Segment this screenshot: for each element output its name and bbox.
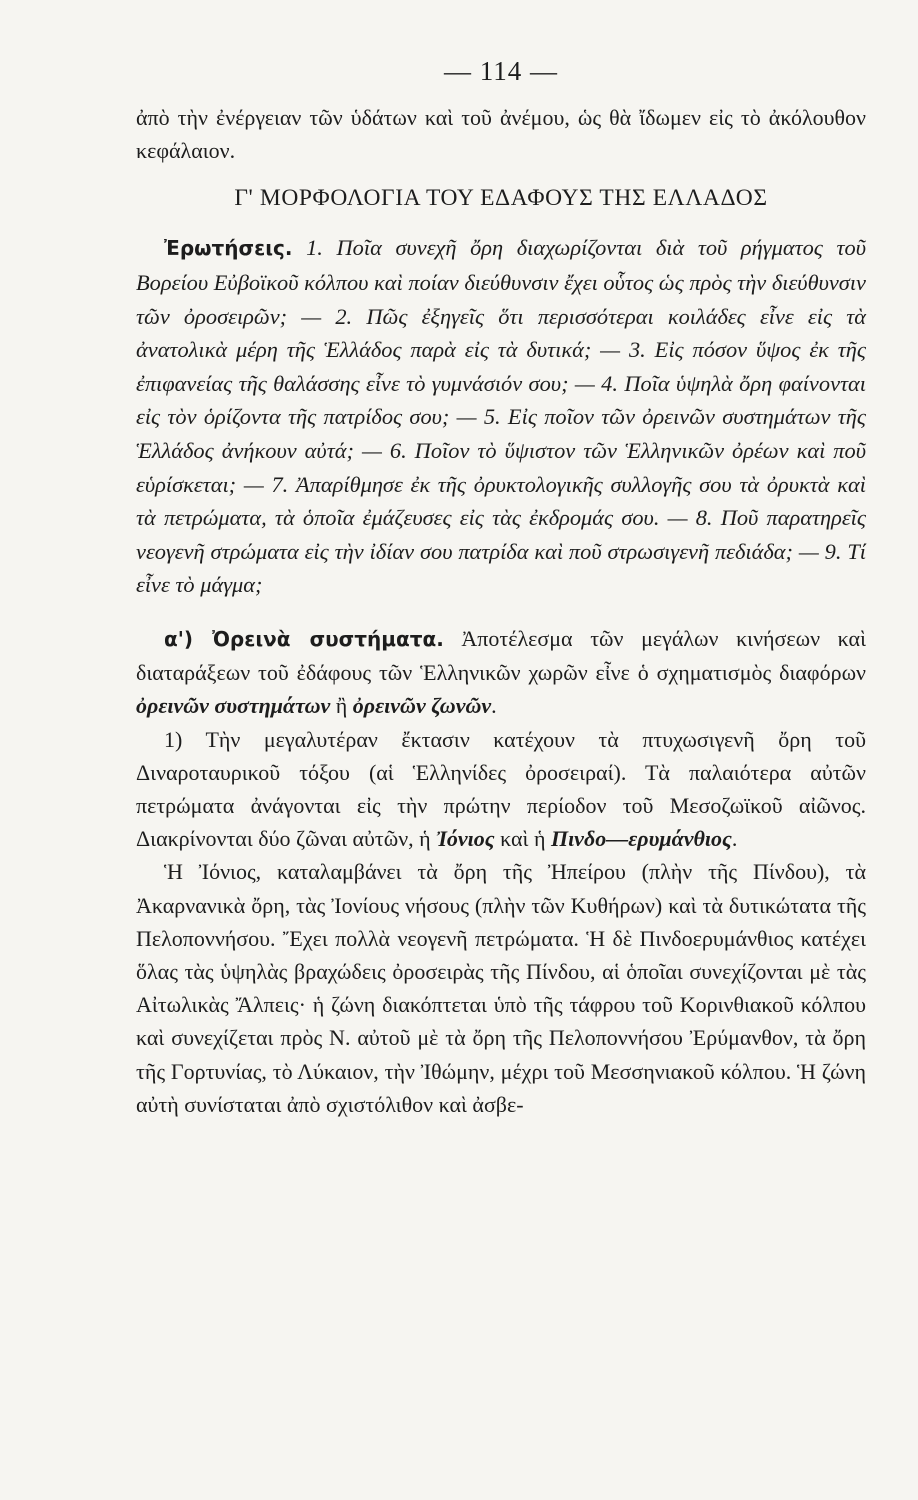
- paragraph-mountain-systems: [136, 622, 866, 723]
- intro-paragraph: ἀπὸ τὴν ἐνέργειαν τῶν ὑδάτων καὶ τοῦ ἀνέμου, ὡς θὰ ἴδωμεν εἰς τὸ ἀκόλουθον κεφάλαιον.: [136, 105, 866, 164]
- paragraph-ionian-zone: Ἡ Ἰόνιος, καταλαμβάνει τὰ ὄρη τῆς Ἠπείρου (πλὴν τῆς Πίνδου), τὰ Ἀκαρνανικὰ ὄρη, τὰς Ἰονίους νήσους (πλὴν τῶν Κυθήρων) καὶ τὰ δυτικώτατα τῆς Πελοποννήσου. Ἔχει πολλὰ νεογενῆ πετρώματα. Ἡ δὲ Πινδοερυμάνθιος κατέχει ὅλας τὰς ὑψηλὰς βραχώδεις ὀροσειρὰς τῆς Πίνδου, αἱ ὁποῖαι συνεχίζονται μὲ τὰς Αἰτωλικὰς Ἄλπεις· ἡ ζώνη διακόπτεται ὑπὸ τῆς τάφρου τοῦ Κορινθιακοῦ κόλπου καὶ συνεχίζεται πρὸς Ν. αὐτοῦ μὲ τὰ ὄρη τῆς Πελοποννήσου Ἐρύμανθον, τὰ ὄρη τῆς Γορτυνίας, τὸ Λύκαιον, τὴν Ἰθώμην, μέχρι τοῦ Μεσσηνιακοῦ κόλπου. Ἡ ζώνη αὐτὴ συνίσταται ἀπὸ σχιστόλιθον καὶ ἀσβε-: [136, 859, 866, 1117]
- dinaric-arc-text-3: .: [731, 826, 738, 852]
- mountain-systems-text-1: Ἀποτέλεσμα τῶν μεγάλων κινήσεων καὶ διαταράξεων τοῦ ἐδάφους τῶν Ἑλληνικῶν χωρῶν εἶνε ὁ σχηματισμὸς διαφόρων: [136, 625, 866, 686]
- mountain-systems-text-2: ἢ: [330, 693, 353, 719]
- dinaric-arc-emph-2: Πινδο—ερυμάνθιος: [550, 826, 732, 852]
- mountain-systems-heading: α') Ὀρεινὰ συστήματα.: [164, 626, 444, 651]
- mountain-systems-text-3: .: [491, 693, 497, 719]
- dinaric-arc-text-1: 1) Τὴν μεγαλυτέραν ἔκτασιν κατέχουν τὰ πτυχωσιγενῆ ὄρη τοῦ Διναροταυρικοῦ τόξου (αἱ Ἑλληνίδες ὀροσειραί). Τὰ παλαιότερα αὐτῶν πετρώματα ἀνάγονται εἰς τὴν πρώτην περίοδον τοῦ Μεσοζωϊκοῦ αἰῶνος. Διακρίνονται δύο ζῶναι αὐτῶν, ἡ: [136, 726, 866, 852]
- mountain-systems-emph-2: ὀρεινῶν ζωνῶν: [352, 693, 492, 719]
- page-number: — 114 —: [444, 56, 558, 86]
- mountain-systems-emph-1: ὀρεινῶν συστημάτων: [136, 693, 331, 719]
- section-title: Γ' ΜΟΡΦΟΛΟΓΙΑ ΤΟΥ ΕΔΑΦΟΥΣ ΤΗΣ ΕΛΛΑΔΟΣ: [234, 185, 768, 212]
- paragraph-dinaric-arc: [136, 723, 866, 856]
- questions-text: 1. Ποῖα συνεχῆ ὄρη διαχωρίζονται διὰ τοῦ ρήγματος τοῦ Βορείου Εὐβοϊκοῦ κόλπου καὶ ποίαν διεύθυνσιν ἔχει οὗτος ὡς πρὸς τὴν διεύθυνσιν τῶν ὀροσειρῶν; — 2. Πῶς ἐξηγεῖς ὅτι περισσότεραι κοιλάδες εἶνε εἰς τὰ ἀνατολικὰ μέρη τῆς Ἑλλάδος παρὰ εἰς τὰ δυτικά; — 3. Εἰς πόσον ὕψος ἐκ τῆς ἐπιφανείας τῆς θαλάσσης εἶνε τὸ γυμνάσιόν σου; — 4. Ποῖα ὑψηλὰ ὄρη φαίνονται εἰς τὸν ὁρίζοντα τῆς πατρίδος σου; — 5. Εἰς ποῖον τῶν ὀρεινῶν συστημάτων τῆς Ἑλλάδος ἀνήκουν αὐτά; — 6. Ποῖον τὸ ὕψιστον τῶν Ἑλληνικῶν ὀρέων καὶ ποῦ εὑρίσκεται; — 7. Ἀπαρίθμησε ἐκ τῆς ὀρυκτολογικῆς συλλογῆς σου τὰ ὀρυκτὰ καὶ τὰ πετρώματα, τὰ ὁποῖα ἐμάζευσες εἰς τὰς ἐκδρομάς σου. — 8. Ποῦ παρατηρεῖς νεογενῆ στρώματα εἰς τὴν ἰδίαν σου πατρίδα καὶ ποῦ στρωσιγενῆ πεδιάδα; — 9. Τί εἶνε τὸ μάγμα;: [136, 235, 866, 598]
- questions-label: Ἐρωτήσεις.: [164, 236, 293, 261]
- dinaric-arc-text-2: καὶ ἡ: [494, 826, 551, 852]
- questions-paragraph: [136, 231, 866, 602]
- book-page: [136, 56, 866, 1476]
- dinaric-arc-emph-1: Ἰόνιος: [436, 826, 495, 852]
